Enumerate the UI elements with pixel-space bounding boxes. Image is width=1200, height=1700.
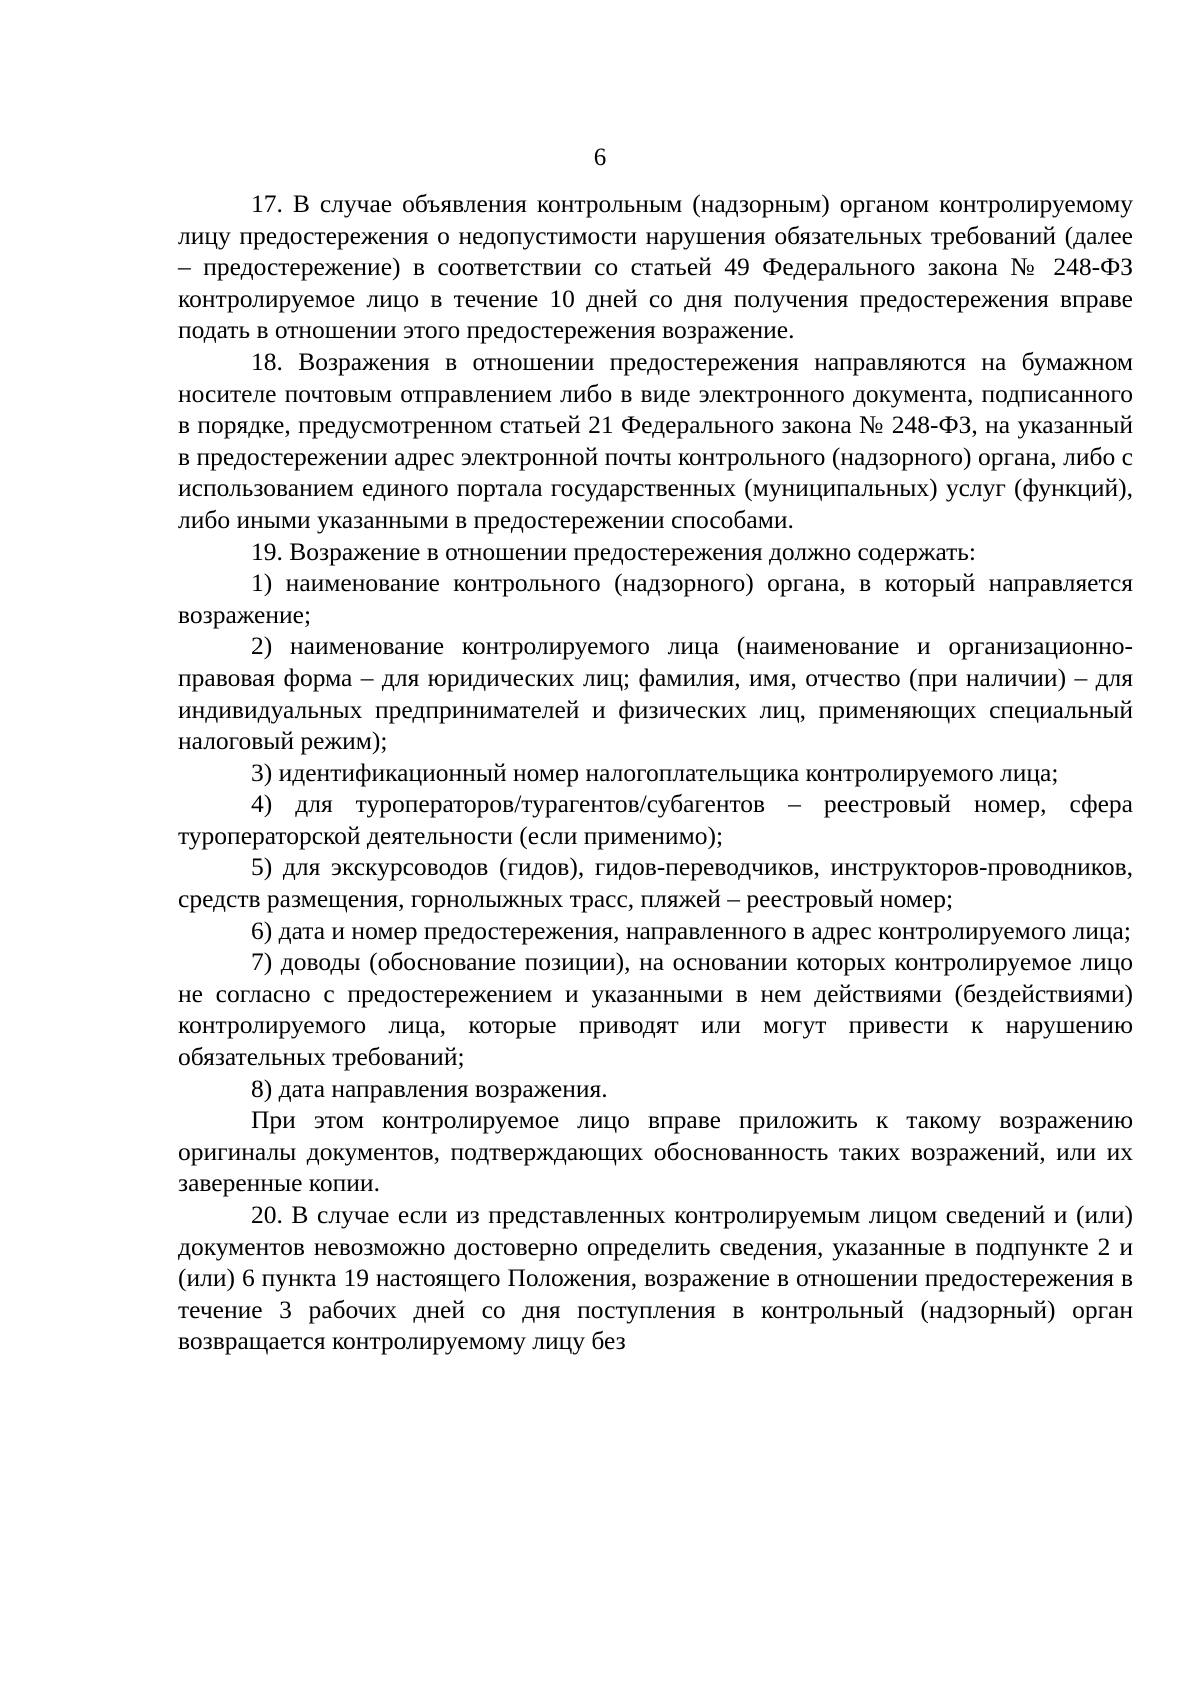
paragraph-17: 17. В случае объявления контрольным (надзорным) органом контролируемому лицу предостережения о недопустимости нарушения обязательных требований (далее – предостережение) в соответствии со статьей 49 Федерального закона № 248-ФЗ контролируемое лицо в течение 10 дней со дня получения предостережения вправе подать в отношении этого предостережения возражение. <box>178 189 1133 345</box>
list-item-7: 7) доводы (обоснование позиции), на основании которых контролируемое лицо не согласно с предостережением и указанными в нем действиями (бездействиями) контролируемого лица, которые приводят или могут привести к нарушению обязательных требований; <box>178 947 1133 1072</box>
list-item-5: 5) для экскурсоводов (гидов), гидов-переводчиков, инструкторов-проводников, средств размещения, горнолыжных трасс, пляжей – реестровый номер; <box>178 852 1133 914</box>
paragraph-20: 20. В случае если из представленных контролируемым лицом сведений и (или) документов невозможно достоверно определить сведения, указанные в подпункте 2 и (или) 6 пункта 19 настоящего Положения, возражение в отношении предостережения в течение 3 рабочих дней со дня поступления в контрольный (надзорный) орган возвращается контролируемому лицу без <box>178 1200 1133 1356</box>
page-number: 6 <box>593 144 607 171</box>
paragraph-19: 19. Возражение в отношении предостережения должно содержать: <box>251 536 976 566</box>
attachment-note-paragraph: При этом контролируемое лицо вправе приложить к такому возражению оригиналы документов, подтверждающих обоснованность таких возражений, или их заверенные копии. <box>178 1105 1133 1198</box>
list-item-1: 1) наименование контрольного (надзорного) органа, в который направляется возражение; <box>178 568 1133 629</box>
list-item-2: 2) наименование контролируемого лица (наименование и организационно-правовая форма – для юридических лиц; фамилия, имя, отчество (при наличии) – для индивидуальных предпринимателей и физических лиц, применяющих специальный налоговый режим); <box>178 631 1133 756</box>
list-item-8: 8) дата направления возражения. <box>251 1073 608 1103</box>
list-item-6: 6) дата и номер предостережения, направленного в адрес контролируемого лица; <box>251 915 1131 945</box>
paragraph-18: 18. Возражения в отношении предостережения направляются на бумажном носителе почтовым отправлением либо в виде электронного документа, подписанного в порядке, предусмотренном статьей 21 Федерального закона № 248-ФЗ, на указанный в предостережении адрес электронной почты контрольного (надзорного) органа, либо с использованием единого портала государственных (муниципальных) услуг (функций), либо иными указанными в предостережении способами. <box>178 346 1133 534</box>
document-body <box>178 188 1133 1357</box>
list-item-4: 4) для туроператоров/турагентов/субагентов – реестровый номер, сфера туроператорской деятельности (если применимо); <box>178 789 1133 850</box>
list-item-3: 3) идентификационный номер налогоплательщика контролируемого лица; <box>251 757 1059 787</box>
